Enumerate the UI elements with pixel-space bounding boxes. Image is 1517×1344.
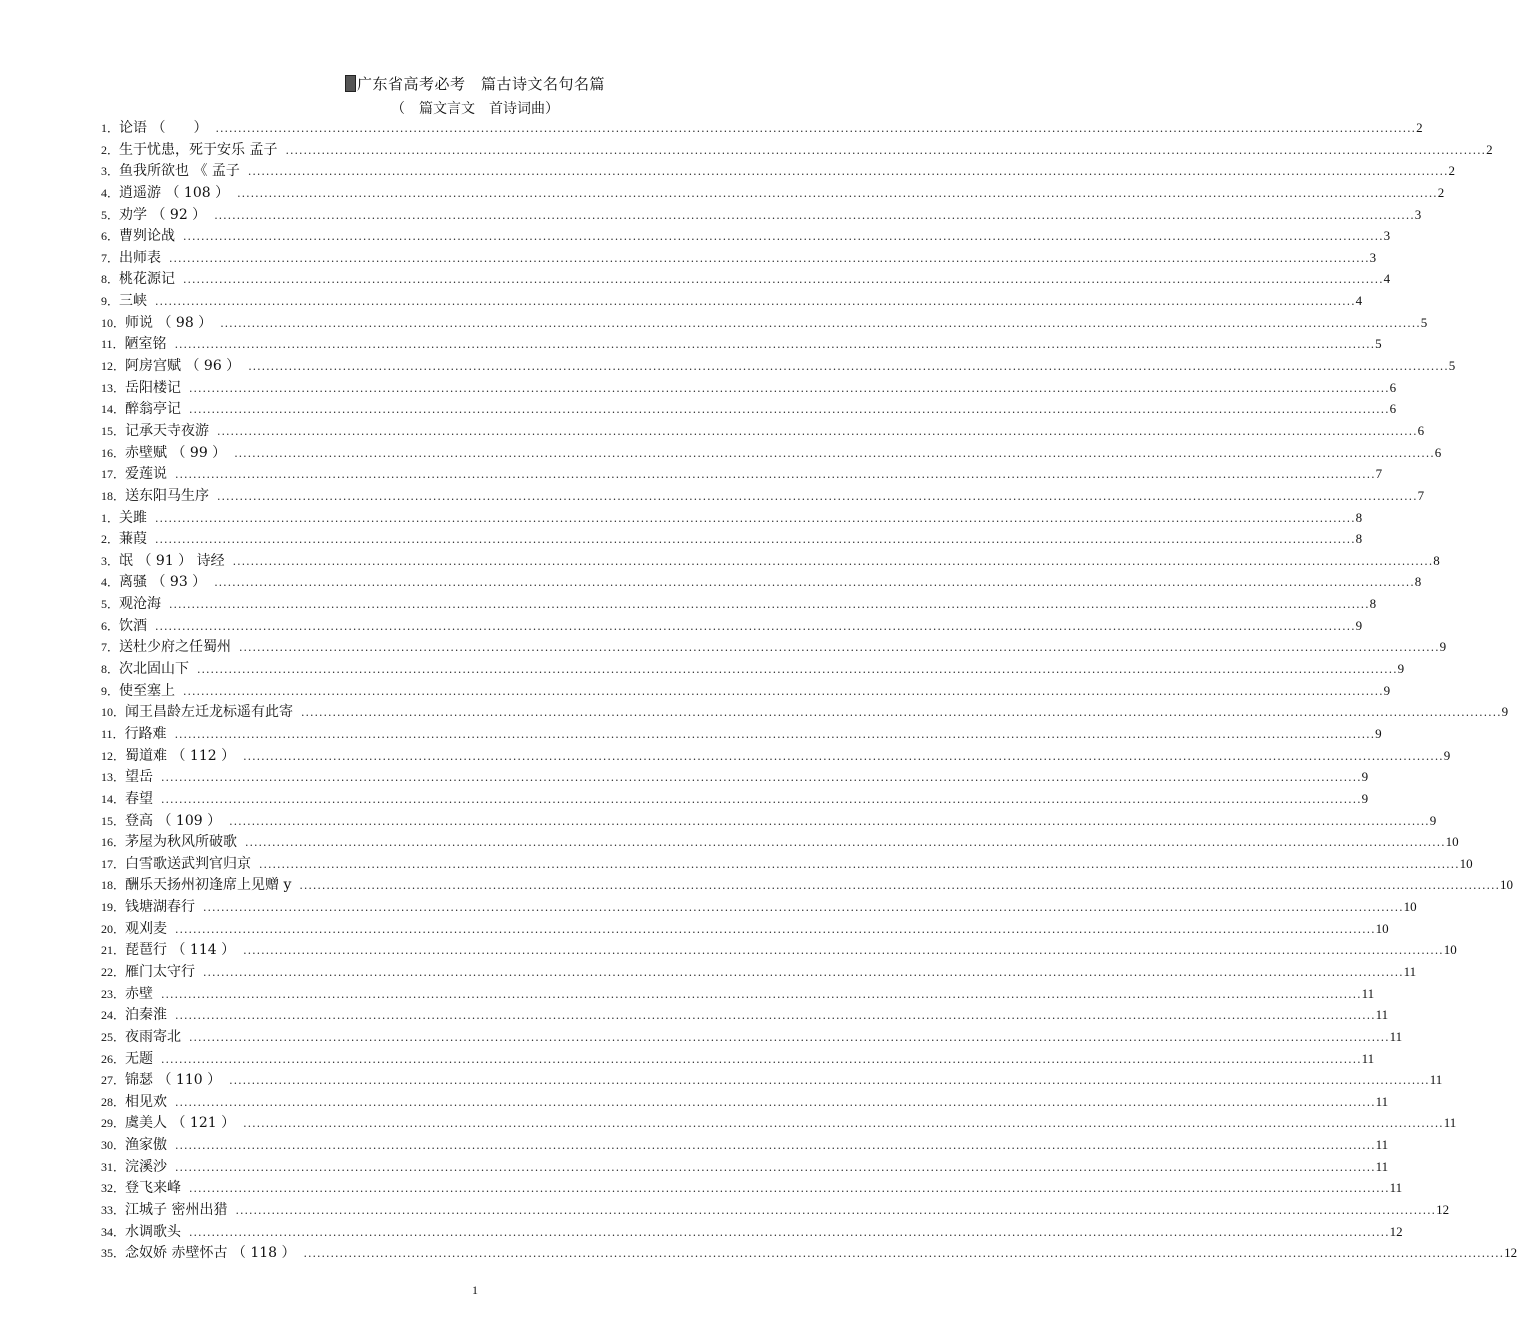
- toc-entry[interactable]: [101, 1048, 1375, 1070]
- toc-dot-leader: [248, 161, 1449, 183]
- toc-entry-title: 观沧海: [119, 596, 162, 613]
- toc-entry-title: 春望: [125, 790, 154, 807]
- toc-entry-number: 3．: [101, 164, 120, 179]
- page-title: [0, 73, 950, 94]
- toc-entry-page: 2: [1437, 184, 1445, 200]
- toc-entry-title: 虞美人 （ 121 ）: [125, 1115, 236, 1132]
- toc-entry[interactable]: [101, 1134, 1389, 1156]
- toc-dot-leader: [189, 1222, 1390, 1244]
- toc-entry-number: 30．: [101, 1138, 126, 1153]
- toc-entry-number: 17．: [101, 856, 126, 871]
- toc-entry-title: 锦瑟 （ 110 ）: [125, 1072, 222, 1089]
- toc-entry-title: 醉翁亭记: [125, 401, 182, 418]
- toc-entry-title: 使至塞上: [119, 682, 176, 699]
- toc-entry-number: 31．: [101, 1159, 126, 1174]
- toc-entry[interactable]: [101, 507, 1363, 529]
- title-marker-icon: [345, 75, 356, 92]
- toc-entry-title: 生于忧患，死于安乐 孟子: [119, 141, 278, 158]
- toc-entry[interactable]: [101, 1177, 1403, 1199]
- toc-dot-leader: [183, 681, 1384, 703]
- toc-entry-number: 8．: [101, 662, 120, 677]
- toc-entry-title: 浣溪沙: [125, 1158, 168, 1175]
- toc-entry-title: 登高 （ 109 ）: [125, 812, 222, 829]
- toc-entry-number: 13．: [101, 770, 126, 785]
- toc-entry-page: 9: [1501, 704, 1509, 720]
- toc-entry-page: 3: [1383, 228, 1391, 244]
- toc-entry-number: 7．: [101, 640, 120, 655]
- toc-entry[interactable]: [101, 615, 1363, 637]
- toc-dot-leader: [161, 984, 1362, 1006]
- toc-entry-number: 1．: [101, 510, 120, 525]
- toc-entry[interactable]: [101, 442, 1442, 464]
- toc-entry-number: 1．: [101, 121, 120, 135]
- toc-dot-leader: [259, 854, 1460, 876]
- toc-entry[interactable]: [101, 874, 1513, 896]
- toc-entry[interactable]: [101, 593, 1377, 615]
- toc-entry-page: 12: [1436, 1202, 1450, 1218]
- toc-entry-title: 出师表: [119, 249, 162, 266]
- toc-entry-page: 3: [1369, 249, 1377, 265]
- toc-entry-number: 9．: [101, 294, 120, 309]
- toc-dot-leader: [234, 443, 1435, 465]
- toc-entry-page: 6: [1389, 379, 1397, 395]
- toc-entry-title: 蜀道难 （ 112 ）: [125, 747, 236, 764]
- toc-entry-number: 3．: [101, 553, 120, 568]
- toc-entry-page: 9: [1443, 747, 1451, 763]
- toc-entry[interactable]: [101, 377, 1397, 399]
- toc-entry-number: 24．: [101, 1008, 126, 1023]
- toc-entry-page: 2: [1416, 120, 1423, 135]
- toc-entry-number: 25．: [101, 1029, 126, 1044]
- toc-entry[interactable]: [101, 961, 1417, 983]
- toc-entry[interactable]: [101, 1242, 1517, 1264]
- toc-dot-leader: [214, 205, 1415, 227]
- toc-dot-leader: [183, 226, 1384, 248]
- toc-entry-number: 13．: [101, 380, 126, 395]
- toc-entry-page: 11: [1361, 1050, 1375, 1066]
- toc-dot-leader: [175, 1135, 1376, 1157]
- toc-entry-page: 8: [1355, 509, 1363, 525]
- toc-entry-number: 5．: [101, 597, 120, 612]
- toc-dot-leader: [155, 291, 1356, 313]
- toc-entry[interactable]: [101, 528, 1363, 550]
- toc-entry[interactable]: [101, 831, 1459, 853]
- toc-entry-number: 8．: [101, 272, 120, 287]
- toc-dot-leader: [215, 118, 1416, 140]
- toc-entry-number: 6．: [101, 618, 120, 633]
- toc-entry-title: 送东阳马生序: [125, 487, 210, 504]
- toc-dot-leader: [214, 572, 1415, 594]
- toc-entry-number: 16．: [101, 835, 126, 850]
- toc-entry-title: 酬乐天扬州初逢席上见赠 y: [125, 877, 292, 894]
- toc-entry[interactable]: [101, 658, 1405, 680]
- toc-entry-number: 12．: [101, 748, 126, 763]
- toc-dot-leader: [229, 811, 1430, 833]
- toc-entry-page: 9: [1429, 812, 1437, 828]
- toc-entry[interactable]: [101, 1112, 1457, 1134]
- toc-dot-leader: [248, 356, 1449, 378]
- toc-entry-page: 5: [1448, 358, 1456, 374]
- toc-entry-title: 曹刿论战: [119, 228, 176, 245]
- toc-entry-title: 念奴娇 赤壁怀古 （ 118 ）: [125, 1245, 296, 1262]
- toc-dot-leader: [203, 897, 1404, 919]
- toc-entry-number: 6．: [101, 229, 120, 244]
- toc-entry-page: 9: [1361, 769, 1369, 785]
- toc-entry-number: 11．: [101, 337, 125, 352]
- toc-entry-number: 15．: [101, 813, 126, 828]
- toc-entry-number: 2．: [101, 532, 120, 547]
- toc-dot-leader: [155, 529, 1356, 551]
- toc-entry-title: 三峡: [119, 293, 148, 310]
- toc-entry[interactable]: [101, 225, 1391, 247]
- toc-entry-page: 5: [1420, 314, 1428, 330]
- toc-entry-title: 鱼我所欲也 《 孟子: [119, 163, 240, 180]
- toc-entry[interactable]: [101, 139, 1493, 161]
- toc-entry[interactable]: [101, 333, 1382, 355]
- toc-entry[interactable]: [101, 1221, 1403, 1243]
- toc-entry[interactable]: [101, 853, 1473, 875]
- toc-dot-leader: [217, 421, 1418, 443]
- toc-entry[interactable]: [101, 1026, 1403, 1048]
- toc-entry[interactable]: [101, 550, 1440, 572]
- toc-entry-page: 11: [1375, 1093, 1389, 1109]
- toc-dot-leader: [169, 594, 1370, 616]
- toc-entry-number: 33．: [101, 1203, 126, 1218]
- toc-entry-number: 34．: [101, 1224, 126, 1239]
- toc-entry-number: 32．: [101, 1181, 126, 1196]
- toc-entry[interactable]: [101, 1004, 1389, 1026]
- page-subtitle: （ 篇文言文 首诗词曲）: [391, 101, 559, 117]
- toc-dot-leader: [301, 702, 1502, 724]
- toc-entry-page: 11: [1443, 1115, 1457, 1131]
- toc-entry-page: 5: [1375, 336, 1382, 352]
- toc-entry-title: 茅屋为秋风所破歌: [125, 834, 238, 851]
- toc-entry[interactable]: [101, 355, 1456, 377]
- toc-entry-page: 12: [1389, 1223, 1403, 1239]
- toc-entry-page: 11: [1361, 985, 1375, 1001]
- toc-entry-page: 2: [1448, 163, 1456, 179]
- toc-entry-title: 泊秦淮: [125, 1007, 168, 1024]
- toc-entry-page: 9: [1375, 725, 1382, 741]
- toc-entry-title: 赤壁赋 （ 99 ）: [125, 444, 227, 461]
- toc-entry-number: 14．: [101, 402, 126, 417]
- toc-entry-page: 7: [1417, 487, 1425, 503]
- toc-entry-title: 桃花源记: [119, 271, 176, 288]
- toc-entry[interactable]: [101, 268, 1391, 290]
- toc-entry-number: 18．: [101, 488, 126, 503]
- toc-entry-page: 11: [1375, 1158, 1389, 1174]
- toc-entry[interactable]: [101, 636, 1447, 658]
- toc-dot-leader: [175, 464, 1376, 486]
- toc-entry-page: 6: [1434, 444, 1442, 460]
- toc-dot-leader: [243, 746, 1444, 768]
- toc-dot-leader: [285, 140, 1486, 162]
- toc-entry-title: 氓 （ 91 ） 诗经: [119, 552, 225, 569]
- toc-entry-page: 10: [1459, 855, 1473, 871]
- toc-entry-number: 2．: [101, 142, 120, 157]
- toc-entry-number: 26．: [101, 1051, 126, 1066]
- toc-dot-leader: [189, 1027, 1390, 1049]
- toc-entry-title: 行路难: [124, 725, 167, 742]
- toc-entry-number: 21．: [101, 943, 126, 958]
- toc-entry-title: 江城子 密州出猎: [125, 1202, 228, 1219]
- toc-entry-number: 7．: [101, 250, 120, 265]
- toc-entry[interactable]: [101, 918, 1389, 940]
- toc-entry-number: 27．: [101, 1073, 126, 1088]
- toc-entry-number: 4．: [101, 575, 120, 590]
- toc-entry-number: 9．: [101, 683, 120, 698]
- toc-entry-number: 35．: [101, 1246, 126, 1261]
- toc-entry[interactable]: [101, 1156, 1389, 1178]
- toc-entry[interactable]: [101, 247, 1377, 269]
- toc-dot-leader: [161, 789, 1362, 811]
- toc-entry[interactable]: [101, 117, 1423, 139]
- toc-entry-title: 蒹葭: [119, 531, 148, 548]
- toc-entry-page: 9: [1439, 639, 1447, 655]
- toc-dot-leader: [235, 1200, 1436, 1222]
- toc-entry-title: 论语 （ ）: [119, 120, 208, 136]
- toc-dot-leader: [299, 875, 1500, 897]
- header: [0, 73, 950, 118]
- toc-entry-title: 相见欢: [125, 1093, 168, 1110]
- toc-dot-leader: [239, 637, 1440, 659]
- toc-entry-page: 8: [1414, 574, 1422, 590]
- page-title-text: 广东省高考必考 篇古诗文名句名篇: [356, 75, 605, 93]
- toc-entry-title: 阿房宫赋 （ 96 ）: [125, 358, 241, 375]
- toc-entry-number: 14．: [101, 791, 126, 806]
- toc-entry[interactable]: [101, 485, 1425, 507]
- page-number: 1: [472, 1283, 478, 1297]
- toc-entry-title: 关雎: [119, 509, 148, 526]
- toc-entry[interactable]: [101, 1091, 1389, 1113]
- toc-dot-leader: [155, 616, 1356, 638]
- toc-dot-leader: [183, 269, 1384, 291]
- toc-entry[interactable]: [101, 463, 1383, 485]
- toc-entry-page: 3: [1414, 206, 1422, 222]
- toc-dot-leader: [175, 1092, 1376, 1114]
- toc-entry-page: 10: [1499, 877, 1513, 893]
- toc-entry[interactable]: [101, 290, 1363, 312]
- toc-entry-page: 9: [1361, 790, 1369, 806]
- toc-entry-number: 15．: [101, 423, 126, 438]
- toc-dot-leader: [189, 378, 1390, 400]
- toc-entry-page: 4: [1383, 271, 1391, 287]
- toc-entry[interactable]: [101, 182, 1445, 204]
- toc-entry-title: 望岳: [125, 769, 154, 786]
- toc-entry[interactable]: [101, 983, 1375, 1005]
- toc-entry-number: 17．: [101, 467, 126, 482]
- toc-entry[interactable]: [101, 766, 1369, 788]
- toc-dot-leader: [243, 940, 1444, 962]
- toc-entry-page: 8: [1433, 552, 1440, 568]
- toc-dot-leader: [217, 486, 1418, 508]
- toc-dot-leader: [245, 832, 1446, 854]
- toc-entry-title: 爱莲说: [125, 466, 168, 483]
- toc-dot-leader: [161, 767, 1362, 789]
- toc-dot-leader: [237, 183, 1438, 205]
- toc-entry-title: 钱塘湖春行: [125, 899, 196, 916]
- toc-entry-page: 9: [1355, 617, 1363, 633]
- toc-entry[interactable]: [101, 204, 1422, 226]
- toc-dot-leader: [220, 313, 1421, 335]
- toc-entry-number: 20．: [101, 921, 126, 936]
- toc-dot-leader: [161, 1049, 1362, 1071]
- toc-entry-page: 9: [1383, 682, 1391, 698]
- toc-dot-leader: [189, 1178, 1390, 1200]
- toc-entry-number: 4．: [101, 185, 120, 200]
- toc-entry-page: 12: [1504, 1245, 1517, 1261]
- toc-entry-page: 8: [1355, 531, 1363, 547]
- toc-entry-number: 29．: [101, 1116, 126, 1131]
- toc-entry-page: 2: [1486, 141, 1493, 157]
- toc-dot-leader: [169, 248, 1370, 270]
- toc-dot-leader: [203, 962, 1404, 984]
- toc-dot-leader: [175, 334, 1376, 356]
- toc-entry-page: 11: [1389, 1028, 1403, 1044]
- toc-entry[interactable]: [101, 788, 1369, 810]
- toc-entry[interactable]: [101, 160, 1456, 182]
- toc-entry[interactable]: [101, 398, 1397, 420]
- toc-entry-title: 陋室铭: [124, 336, 167, 353]
- toc-entry-page: 11: [1375, 1007, 1389, 1023]
- toc-entry-title: 岳阳楼记: [125, 379, 182, 396]
- toc-entry-number: 12．: [101, 359, 126, 374]
- toc-entry[interactable]: [101, 312, 1428, 334]
- toc-entry-page: 10: [1445, 834, 1459, 850]
- toc-entry-title: 次北固山下: [119, 661, 190, 678]
- toc-entry-number: 18．: [101, 878, 126, 893]
- toc-entry[interactable]: [101, 1199, 1450, 1221]
- toc-entry-page: 11: [1403, 963, 1417, 979]
- toc-entry[interactable]: [101, 571, 1422, 593]
- toc-entry-number: 10．: [101, 315, 126, 330]
- toc-entry[interactable]: [101, 810, 1437, 832]
- toc-entry[interactable]: [101, 420, 1425, 442]
- toc-dot-leader: [229, 1070, 1430, 1092]
- toc-entry-number: 16．: [101, 445, 126, 460]
- toc-entry-page: 6: [1389, 401, 1397, 417]
- toc-entry-title: 饮酒: [119, 617, 148, 634]
- toc-entry-title: 劝学 （ 92 ）: [119, 206, 207, 223]
- toc-entry-page: 8: [1369, 596, 1377, 612]
- toc-entry-title: 雁门太守行: [125, 963, 196, 980]
- toc-entry-page: 9: [1397, 661, 1405, 677]
- toc-entry[interactable]: [101, 939, 1457, 961]
- toc-entry-page: 10: [1403, 899, 1417, 915]
- toc-entry-number: 22．: [101, 964, 126, 979]
- toc-entry-title: 记承天寺夜游: [125, 422, 210, 439]
- toc-entry-title: 无题: [125, 1050, 154, 1067]
- toc-entry-title: 登飞来峰: [125, 1180, 182, 1197]
- table-of-contents: [101, 117, 1517, 1264]
- toc-entry-number: 23．: [101, 986, 126, 1001]
- toc-dot-leader: [175, 1157, 1376, 1179]
- toc-entry-number: 19．: [101, 900, 126, 915]
- toc-dot-leader: [304, 1243, 1505, 1265]
- toc-entry-title: 赤壁: [125, 985, 154, 1002]
- toc-entry-title: 离骚 （ 93 ）: [119, 574, 207, 591]
- toc-entry-title: 逍遥游 （ 108 ）: [119, 184, 230, 201]
- toc-entry-title: 师说 （ 98 ）: [125, 314, 213, 331]
- toc-entry-page: 11: [1375, 1137, 1389, 1153]
- toc-entry-page: 10: [1443, 942, 1457, 958]
- toc-entry-title: 闻王昌龄左迁龙标遥有此寄: [125, 704, 294, 721]
- toc-entry-title: 白雪歌送武判官归京: [125, 855, 252, 872]
- toc-entry-title: 送杜少府之任蜀州: [119, 639, 232, 656]
- toc-entry[interactable]: [101, 723, 1382, 745]
- toc-entry[interactable]: [101, 701, 1509, 723]
- toc-entry-number: 28．: [101, 1094, 126, 1109]
- toc-entry[interactable]: [101, 745, 1451, 767]
- toc-entry-title: 水调歌头: [125, 1223, 182, 1240]
- toc-entry-title: 琵琶行 （ 114 ）: [125, 942, 236, 959]
- toc-entry-page: 4: [1355, 293, 1363, 309]
- toc-entry-number: 11．: [101, 726, 125, 741]
- toc-entry-title: 夜雨寄北: [125, 1028, 182, 1045]
- toc-entry[interactable]: [101, 1069, 1443, 1091]
- toc-dot-leader: [197, 659, 1398, 681]
- toc-dot-leader: [175, 919, 1376, 941]
- toc-entry-title: 渔家傲: [125, 1137, 168, 1154]
- toc-dot-leader: [155, 508, 1356, 530]
- toc-entry-page: 7: [1375, 466, 1383, 482]
- toc-entry-page: 11: [1429, 1072, 1443, 1088]
- toc-entry-page: 6: [1417, 422, 1425, 438]
- toc-entry-page: 10: [1375, 920, 1389, 936]
- toc-entry[interactable]: [101, 680, 1391, 702]
- toc-entry-number: 5．: [101, 207, 120, 222]
- toc-entry-title: 观刈麦: [125, 920, 168, 937]
- toc-dot-leader: [243, 1113, 1444, 1135]
- toc-entry-page: 11: [1389, 1180, 1403, 1196]
- toc-dot-leader: [175, 1005, 1376, 1027]
- toc-entry-number: 10．: [101, 705, 126, 720]
- toc-entry[interactable]: [101, 896, 1417, 918]
- toc-dot-leader: [175, 724, 1376, 746]
- toc-dot-leader: [189, 399, 1390, 421]
- toc-dot-leader: [233, 551, 1434, 573]
